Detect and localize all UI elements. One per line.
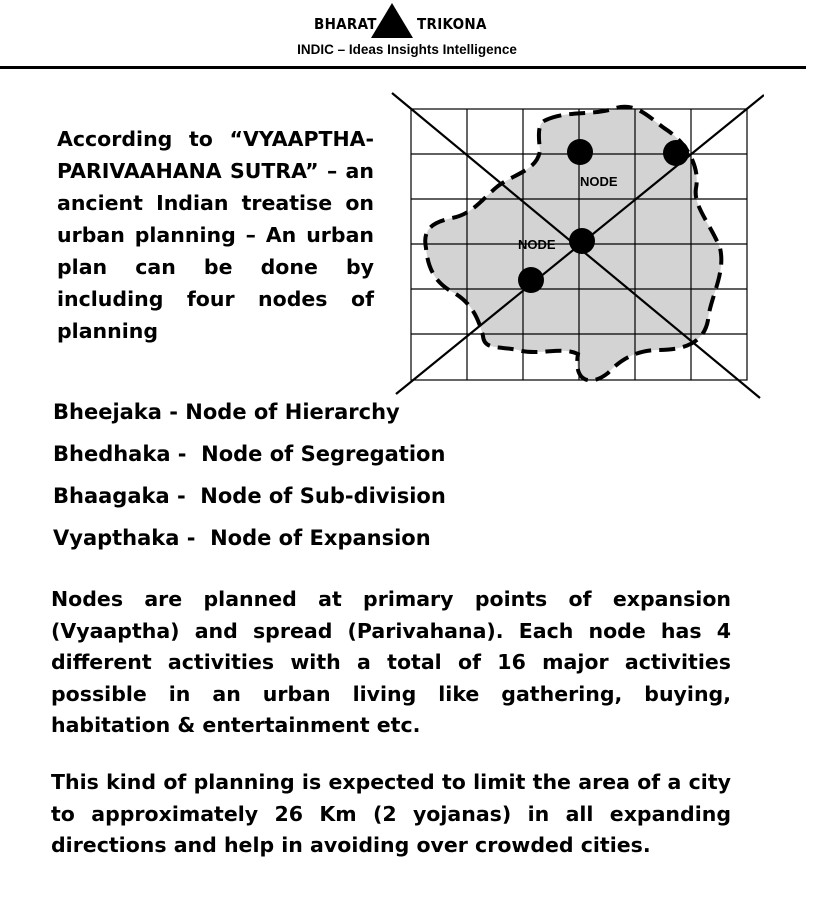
tagline: INDIC – Ideas Insights Intelligence bbox=[297, 42, 517, 57]
intro-text: According to “VYAAPTHA-PARIVAAHANA SUTRA” – an ancient Indian treatise on urban planning – An urban plan can be done by including four nodes of planning bbox=[57, 127, 374, 343]
node-point bbox=[663, 140, 689, 166]
node-planning-diagram bbox=[388, 88, 764, 400]
nodes-list bbox=[53, 398, 446, 566]
node-point bbox=[518, 267, 544, 293]
list-item: Bheejaka - Node of Hierarchy bbox=[53, 400, 400, 424]
node-label: NODE bbox=[518, 237, 556, 252]
node-point bbox=[567, 139, 593, 165]
paragraph-city-limit: This kind of planning is expected to limit the area of a city to approximately 26 Km (2 yojanas) in all expanding directions and help in avoiding over crowded cities. bbox=[51, 770, 731, 857]
list-item: Vyapthaka - Node of Expansion bbox=[53, 526, 431, 550]
triangle-logo-icon bbox=[370, 2, 414, 38]
list-item: Bhaagaka - Node of Sub-division bbox=[53, 484, 446, 508]
page-header bbox=[0, 0, 814, 70]
brand-name-left: BHARAT bbox=[314, 15, 377, 33]
list-item: Bhedhaka - Node of Segregation bbox=[53, 442, 446, 466]
paragraph-activities: Nodes are planned at primary points of expansion (Vyaaptha) and spread (Parivahana). Each node has 4 different activities with a total of 16 major activities possible in an urban living like gathering, buying, habitation & entertainment etc. bbox=[51, 587, 731, 737]
header-divider bbox=[0, 66, 806, 69]
node-point bbox=[569, 228, 595, 254]
brand-name-right: TRIKONA bbox=[417, 15, 487, 33]
node-label: NODE bbox=[580, 174, 618, 189]
